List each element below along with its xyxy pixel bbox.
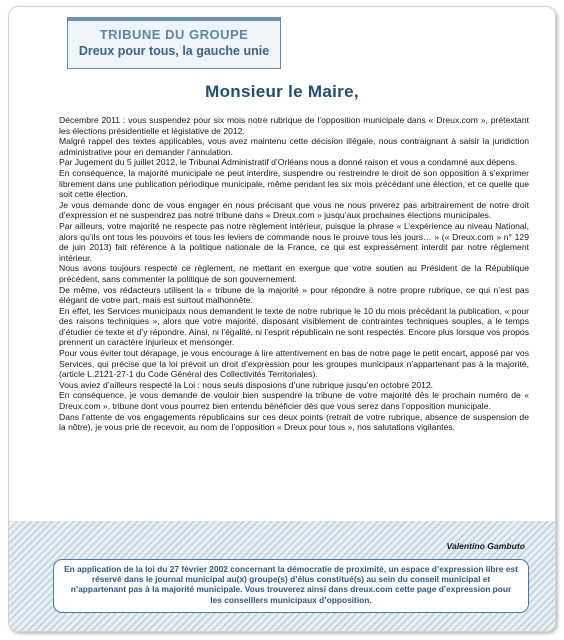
letter-body <box>59 115 529 433</box>
letter-paragraph: Vous aviez d’ailleurs respecté la Loi : nous seuls disposions d’une rubrique jusqu’en octobre 2012. <box>59 379 434 390</box>
letter-signature: Valentino Gambuto <box>446 541 525 551</box>
letter-paragraph: Pour vous éviter tout dérapage, je vous encourage à lire attentivement en bas de notre page le petit encart, apposé par vos Services, qui précise que la loi prévoit un droit d’expression pour les groupes municipaux n’appartenant pas à la majorité, (article L.2121-27-1 du Code Général des Collectivités Territoriales). <box>59 348 529 380</box>
legal-notice-text: En application de la loi du 27 février 2002 concernant la démocratie de proximité, un espace d’expression libre est réservé dans le journal municipal au(x) groupe(s) d’élus constitué(s) au sein du conseil municipal et n’appartenant pas à la majorité municipale. Vous trouverez ainsi dans dreux.com cette page d’expression pour les conseillers municipaux d’opposition. <box>64 564 518 605</box>
letter-title: Monsieur le Maire, <box>205 82 359 101</box>
letter-paragraph: Dans l’attente de vos engagements républicains sur ces deux points (retrait de votre rubrique, absence de suspension de la nôtre), je vous prie de recevoir, au nom de l’opposition « Dreux pour tous », nos salutations vigilantes. <box>59 411 529 433</box>
letter-paragraph: Je vous demande donc de vous engager en nous précisant que vous ne nous priverez pas arbitrairement de notre droit d’expression et ne suspendrez pas notre tribune dans « Dreux.com » jusqu’aux prochaines élections municipales. <box>59 199 529 221</box>
group-header-title: TRIBUNE DU GROUPE <box>99 27 249 42</box>
letter-paragraph: En conséquence, la majorité municipale ne peut interdire, suspendre ou restreindre le droit de son opposition à s’exprimer librement dans une publication périodique municipale, même pendant les six mois précédant une élection, et ce quelle que soit cette élection. <box>59 167 529 200</box>
legal-notice-box <box>53 559 529 613</box>
letter-paragraph: Décembre 2011 : vous suspendez pour six mois notre rubrique de l’opposition municipale dans « Dreux.com », prétextant les élections présidentielle et législative de 2012. <box>59 115 529 136</box>
tribune-frame <box>8 6 556 632</box>
letter-paragraph: En conséquence, je vous demande de vouloir bien suspendre la tribune de votre majorité dès le prochain numéro de « Dreux.com », tribune dont vous pourrez bien entendu bénéficier dès que vous serez dans l’opposition municipale. <box>59 390 529 412</box>
letter-paragraph: Malgré rappel des textes applicables, vous avez maintenu cette décision illégale, nous contraignant à saisir la juridiction administrative pour en demander l’annulation. <box>59 136 529 157</box>
letter-paragraph: En effet, les Services municipaux nous demandent le texte de notre rubrique le 10 du mois précédant la publication, « pour des raisons techniques », alors que votre majorité, disposant visiblement de contraintes techniques souples, a le temps d’étudier ce texte et d’y répondre. Ainsi, ni l’égalité, ni l’esprit républicain ne sont respectés. Encore plus lorsque vos propos prennent un caractère injurieux et mensonger. <box>59 305 529 348</box>
group-header-subtitle: Dreux pour tous, la gauche unie <box>78 44 270 58</box>
letter-paragraph: De même, vos rédacteurs utilisent la « tribune de la majorité » pour répondre à notre propre rubrique, ce qui n’est pas élégant de votre part, mais est surtout malhonnête. <box>59 284 529 306</box>
letter-paragraph: Par Jugement du 5 juillet 2012, le Tribunal Administratif d’Orléans nous a donné raison et vous a condamné aux dépens. <box>59 157 518 168</box>
group-header <box>67 17 281 69</box>
letter-paragraph: Nous avons toujours respecté ce règlement, ne mettant en exergue que votre soutien au Président de la République précédent, sans commenter la politique de son gouvernement. <box>59 263 529 284</box>
letter-paragraph: Par ailleurs, votre majorité ne respecte pas notre règlement intérieur, puisque la phrase « L’expérience au niveau National, alors qu’ils ont tous les pouvoirs et tous les leviers de commande nous le prouve tous les jours… » (« Dreux.com » n° 129 de juin 2013) fait référence à la politique nationale de la France, ce qui est expressément interdit par notre règlement intérieur. <box>59 220 529 263</box>
